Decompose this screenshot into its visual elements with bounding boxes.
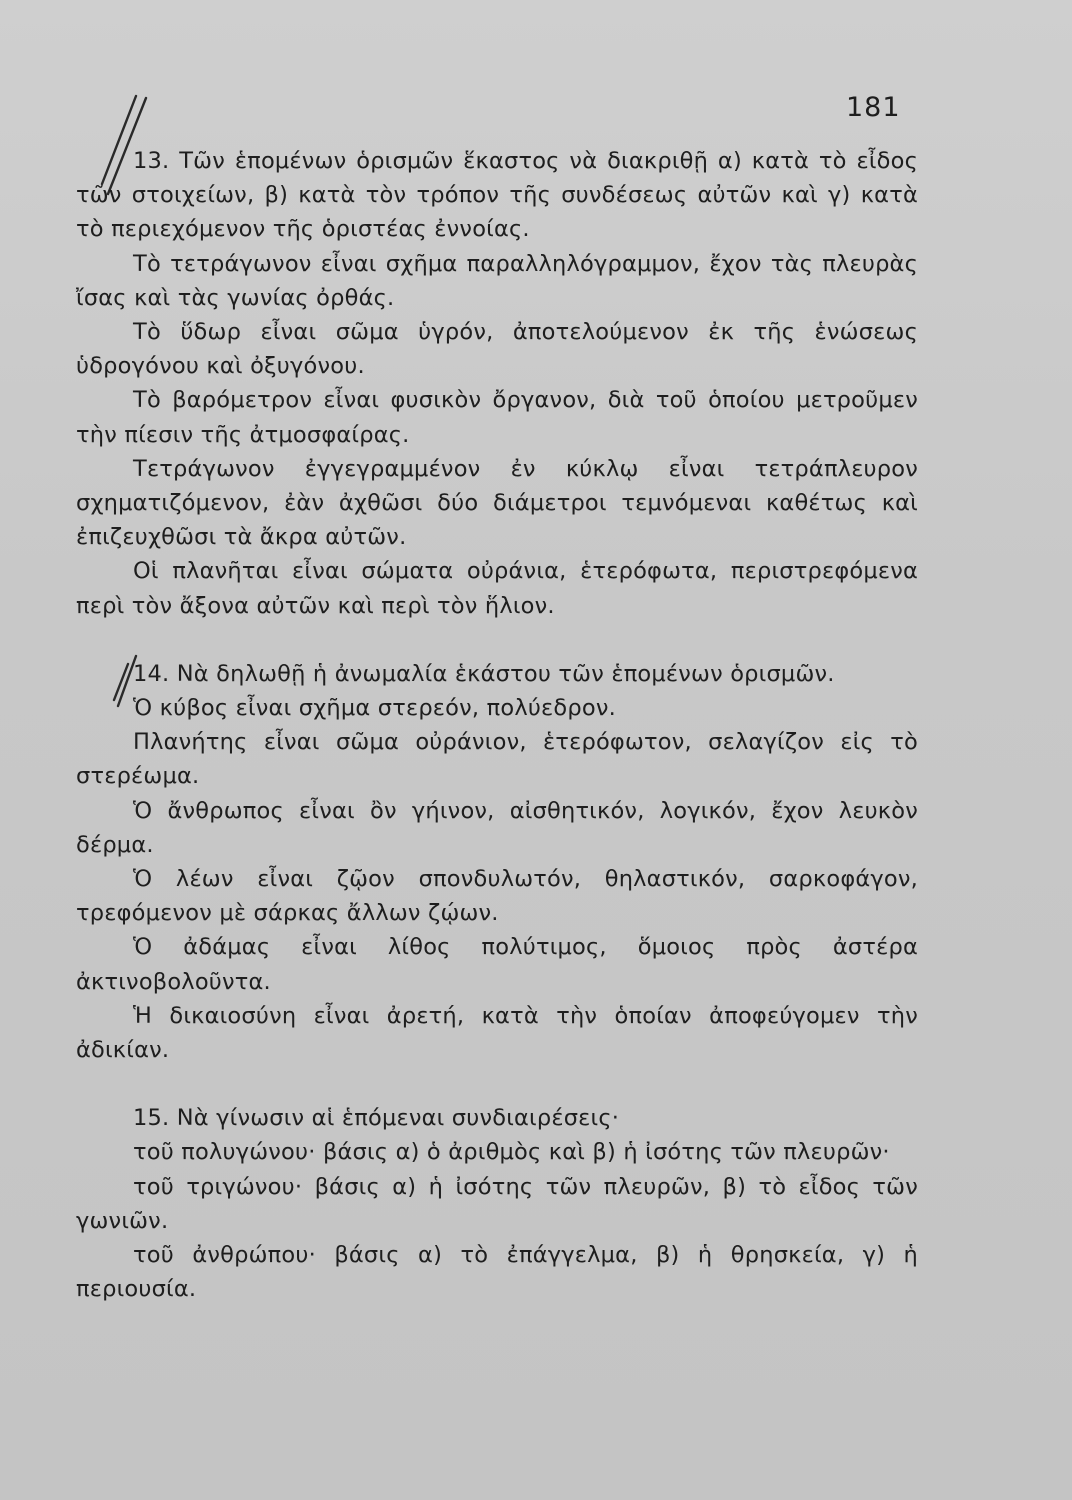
section-13-heading: 13. Τῶν ἑπομένων ὁρισμῶν ἕκαστος νὰ διακριθῇ α) κατὰ τὸ εἶδος τῶν στοιχείων, β) κατὰ τὸν τρόπον τῆς συνδέσεως αὐτῶν καὶ γ) κατὰ τὸ περιεχόμενον τῆς ὁριστέας ἐννοίας. bbox=[76, 148, 918, 243]
section-gap bbox=[76, 623, 918, 657]
paragraph: Πλανήτης εἶναι σῶμα οὐράνιον, ἑτερόφωτον, σελαγίζον εἰς τὸ στερέωμα. bbox=[76, 729, 918, 790]
page-number: 181 bbox=[846, 92, 901, 123]
section-14-heading: 14. Νὰ δηλωθῇ ἡ ἀνωμαλία ἑκάστου τῶν ἑπομένων ὁρισμῶν. bbox=[133, 660, 835, 687]
paragraph: Τὸ βαρόμετρον εἶναι φυσικὸν ὄργανον, διὰ τοῦ ὁποίου μετροῦμεν τὴν πίεσιν τῆς ἀτμοσφαίρας. bbox=[76, 387, 918, 448]
paragraph: Ὁ ἀδάμας εἶναι λίθος πολύτιμος, ὅμοιος πρὸς ἀστέρα ἀκτινοβολοῦντα. bbox=[76, 934, 918, 995]
paragraph: Ἡ δικαιοσύνη εἶναι ἀρετή, κατὰ τὴν ὁποίαν ἀποφεύγομεν τὴν ἀδικίαν. bbox=[76, 1002, 918, 1064]
text-body bbox=[76, 144, 918, 1307]
paragraph: τοῦ ἀνθρώπου· βάσις α) τὸ ἐπάγγελμα, β) ἡ θρησκεία, γ) ἡ περιουσία. bbox=[76, 1242, 918, 1303]
paragraph: Τετράγωνον ἐγγεγραμμένον ἐν κύκλῳ εἶναι τετράπλευρον σχηματιζόμενον, ἐὰν ἀχθῶσι δύο διάμετροι τεμνόμεναι καθέτως καὶ ἐπιζευχθῶσι τὰ ἄκρα αὐτῶν. bbox=[76, 455, 918, 551]
section-15-heading: 15. Νὰ γίνωσιν αἱ ἑπόμεναι συνδιαιρέσεις· bbox=[133, 1105, 620, 1132]
section-gap bbox=[76, 1067, 918, 1101]
paragraph: Ὁ κύβος εἶναι σχῆμα στερεόν, πολύεδρον. bbox=[133, 695, 616, 722]
paragraph: Ὁ ἄνθρωπος εἶναι ὂν γήινον, αἰσθητικόν, λογικόν, ἔχον λευκὸν δέρμα. bbox=[76, 797, 918, 858]
paragraph: Τὸ ὕδωρ εἶναι σῶμα ὑγρόν, ἀποτελούμενον ἐκ τῆς ἑνώσεως ὑδρογόνου καὶ ὀξυγόνου. bbox=[76, 319, 918, 380]
paragraph: Ὁ λέων εἶναι ζῷον σπονδυλωτόν, θηλαστικόν, σαρκοφάγον, τρεφόμενον μὲ σάρκας ἄλλων ζῴων. bbox=[76, 866, 918, 927]
paragraph: Οἱ πλανῆται εἶναι σώματα οὐράνια, ἑτερόφωτα, περιστρεφόμενα περὶ τὸν ἄξονα αὐτῶν καὶ περὶ τὸν ἥλιον. bbox=[76, 558, 918, 619]
paragraph: τοῦ τριγώνου· βάσις α) ἡ ἰσότης τῶν πλευρῶν, β) τὸ εἶδος τῶν γωνιῶν. bbox=[76, 1173, 918, 1234]
paragraph: Τὸ τετράγωνον εἶναι σχῆμα παραλληλόγραμμον, ἔχον τὰς πλευρὰς ἴσας καὶ τὰς γωνίας ὀρθάς. bbox=[76, 250, 918, 311]
paragraph: τοῦ πολυγώνου· βάσις α) ὁ ἀριθμὸς καὶ β) ἡ ἰσότης τῶν πλευρῶν· bbox=[133, 1139, 890, 1166]
